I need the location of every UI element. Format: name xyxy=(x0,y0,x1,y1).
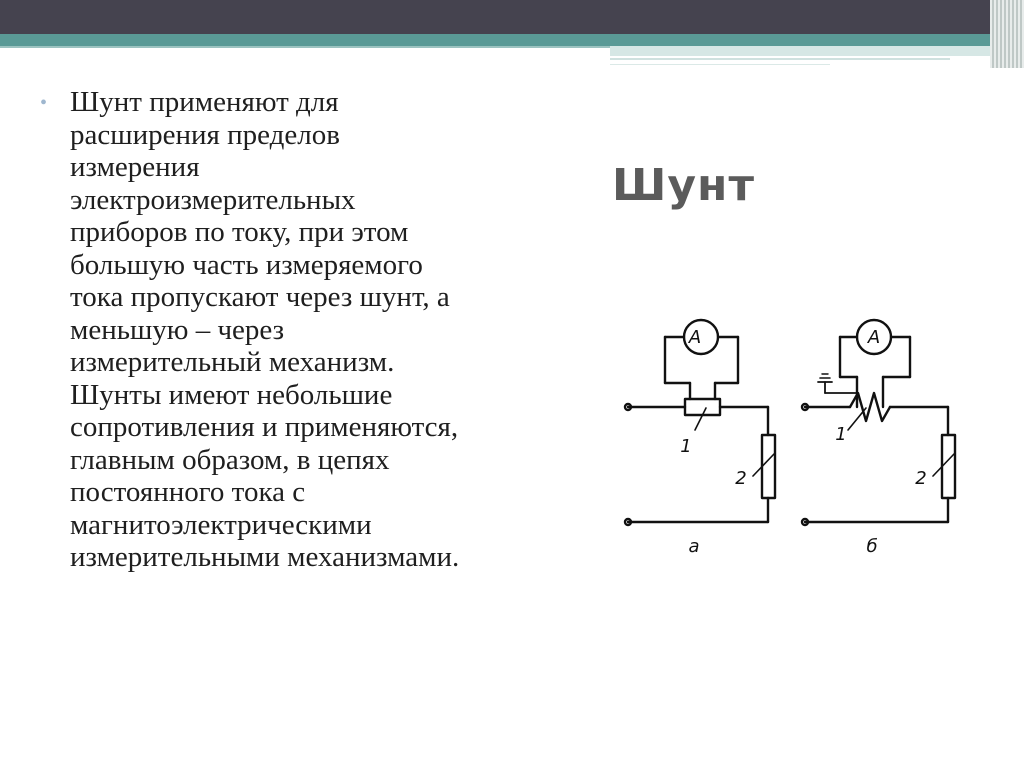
circuit-a xyxy=(628,320,775,522)
bullet-text xyxy=(70,86,459,574)
label-leader xyxy=(753,454,774,476)
text-line: измерения xyxy=(70,151,200,183)
text-line: измерительный механизм. xyxy=(70,346,395,378)
accent-line xyxy=(610,64,830,65)
top-dark-bar xyxy=(0,0,1024,34)
text-line: магнитоэлектрическими xyxy=(70,508,372,541)
meter-label-b: A xyxy=(867,327,881,348)
accent-line xyxy=(610,58,950,60)
caption-a: а xyxy=(688,536,700,557)
label-leader xyxy=(848,408,866,430)
text-line: главным образом, в цепях xyxy=(70,443,390,476)
text-line: электроизмерительных xyxy=(70,183,356,216)
load-label-a: 2 xyxy=(735,468,747,489)
text-line: приборов по току, при этом xyxy=(70,216,409,248)
caption-b: б xyxy=(866,536,878,557)
slide-title: Шунт xyxy=(612,160,755,211)
load-label-b: 2 xyxy=(915,468,927,489)
teal-line xyxy=(0,46,610,48)
circuit-b xyxy=(805,320,955,522)
shunt-label-a: 1 xyxy=(680,436,692,457)
text-line: Шунты имеют небольшие xyxy=(70,378,393,411)
text-line: сопротивления и применяются, xyxy=(70,411,459,443)
accent-block xyxy=(610,46,1024,56)
bullet-dot-icon: • xyxy=(40,92,48,114)
text-line: расширения пределов xyxy=(70,118,340,151)
slide-body xyxy=(40,86,580,574)
text-line: Шунт применяют для xyxy=(70,86,339,118)
load-resistor-a xyxy=(762,435,775,498)
label-leader xyxy=(933,454,954,476)
load-resistor-b xyxy=(942,435,955,498)
text-line: тока пропускают через шунт, а xyxy=(70,281,450,313)
text-line: большую часть измеряемого xyxy=(70,248,423,281)
shunt-circuit-diagram xyxy=(610,290,980,570)
text-line: измерительными механизмами. xyxy=(70,541,460,573)
corner-stripes xyxy=(990,0,1024,68)
teal-band xyxy=(0,34,1024,46)
shunt-label-b: 1 xyxy=(835,424,847,445)
shunt-resistor-a xyxy=(685,399,720,415)
label-leader xyxy=(695,408,706,430)
meter-label-a: A xyxy=(688,327,702,348)
text-line: меньшую – через xyxy=(70,313,285,346)
bullet-item xyxy=(40,86,580,574)
text-line: постоянного тока с xyxy=(70,476,306,508)
